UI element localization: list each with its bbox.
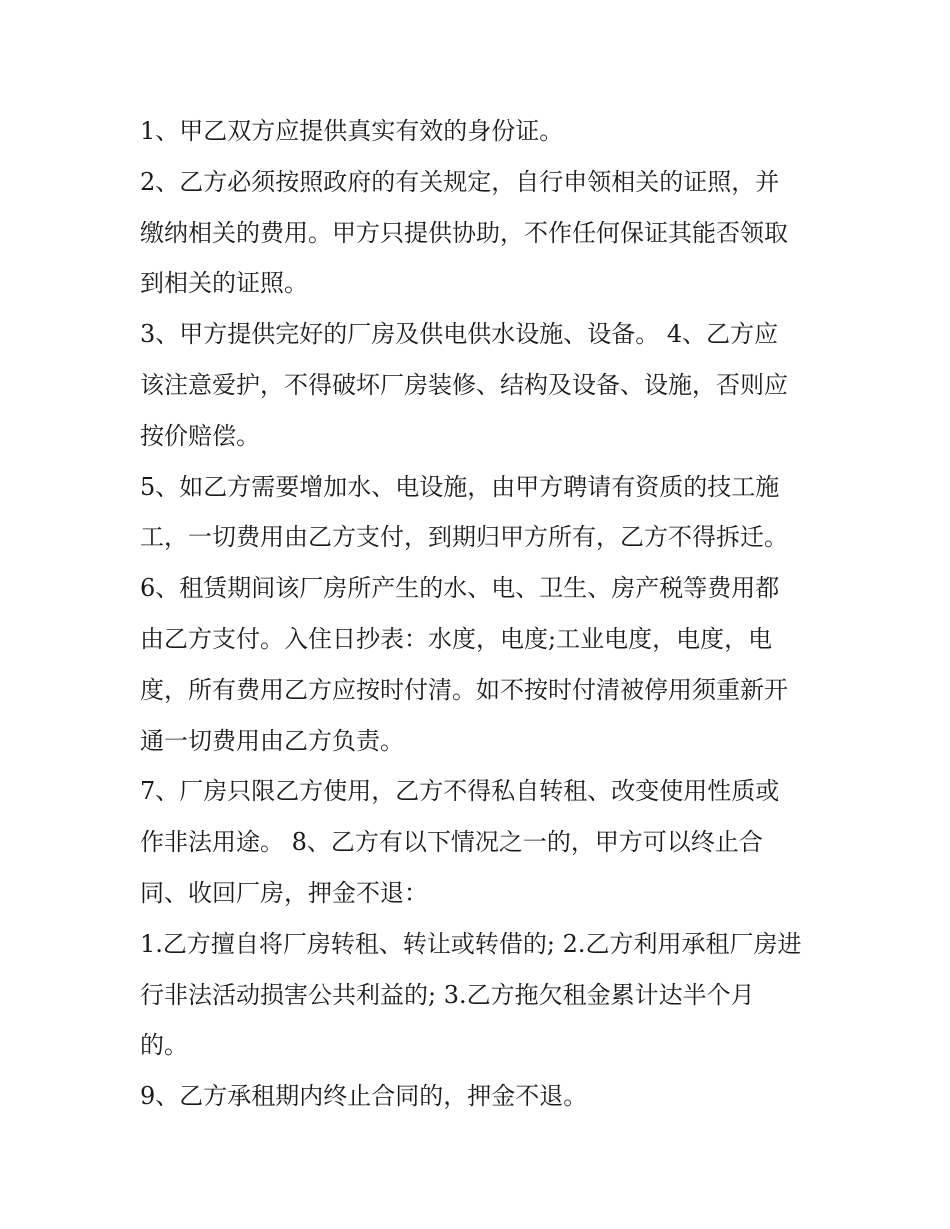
text-line: 缴纳相关的费用。甲方只提供协助，不作任何保证其能否领取 [140,218,788,247]
text-line: 1、甲乙双方应提供真实有效的身份证。 [140,117,564,145]
text-line: 同、收回厂房，押金不退： [140,878,428,907]
text-line: 6、租赁期间该厂房所产生的水、电、卫生、房产税等费用都 [140,574,780,603]
text-line: 到相关的证照。 [140,269,308,298]
text-line: 行非法活动损害公共利益的; 3.乙方拖欠租金累计达半个月 [140,980,755,1009]
text-line: 1.乙方擅自将厂房转租、转让或转借的; 2.乙方利用承租厂房进 [140,929,802,958]
text-line: 由乙方支付。入住日抄表：水度，电度;工业电度，电度，电 [140,624,773,653]
text-line: 作非法用途。 8、乙方有以下情况之一的，甲方可以终止合 [140,828,763,857]
text-line: 度，所有费用乙方应按时付清。如不按时付清被停用须重新开 [140,675,788,704]
text-line: 该注意爱护，不得破坏厂房装修、结构及设备、设施，否则应 [140,370,788,399]
text-line: 按价赔偿。 [140,421,260,450]
contract-text-body [140,106,820,1122]
text-line: 的。 [140,1031,188,1060]
text-line: 5、如乙方需要增加水、电设施，由甲方聘请有资质的技工施 [140,472,780,501]
text-line: 3、甲方提供完好的厂房及供电供水设施、设备。 4、乙方应 [140,320,779,349]
text-line: 通一切费用由乙方负责。 [140,726,404,755]
text-line: 9、乙方承租期内终止合同的，押金不退。 [140,1082,588,1111]
text-line: 7、厂房只限乙方使用，乙方不得私自转租、改变使用性质或 [140,777,780,806]
text-line: 2、乙方必须按照政府的有关规定，自行申领相关的证照，并 [140,167,780,196]
text-line: 工，一切费用由乙方支付，到期归甲方所有，乙方不得拆迁。 [140,523,788,552]
